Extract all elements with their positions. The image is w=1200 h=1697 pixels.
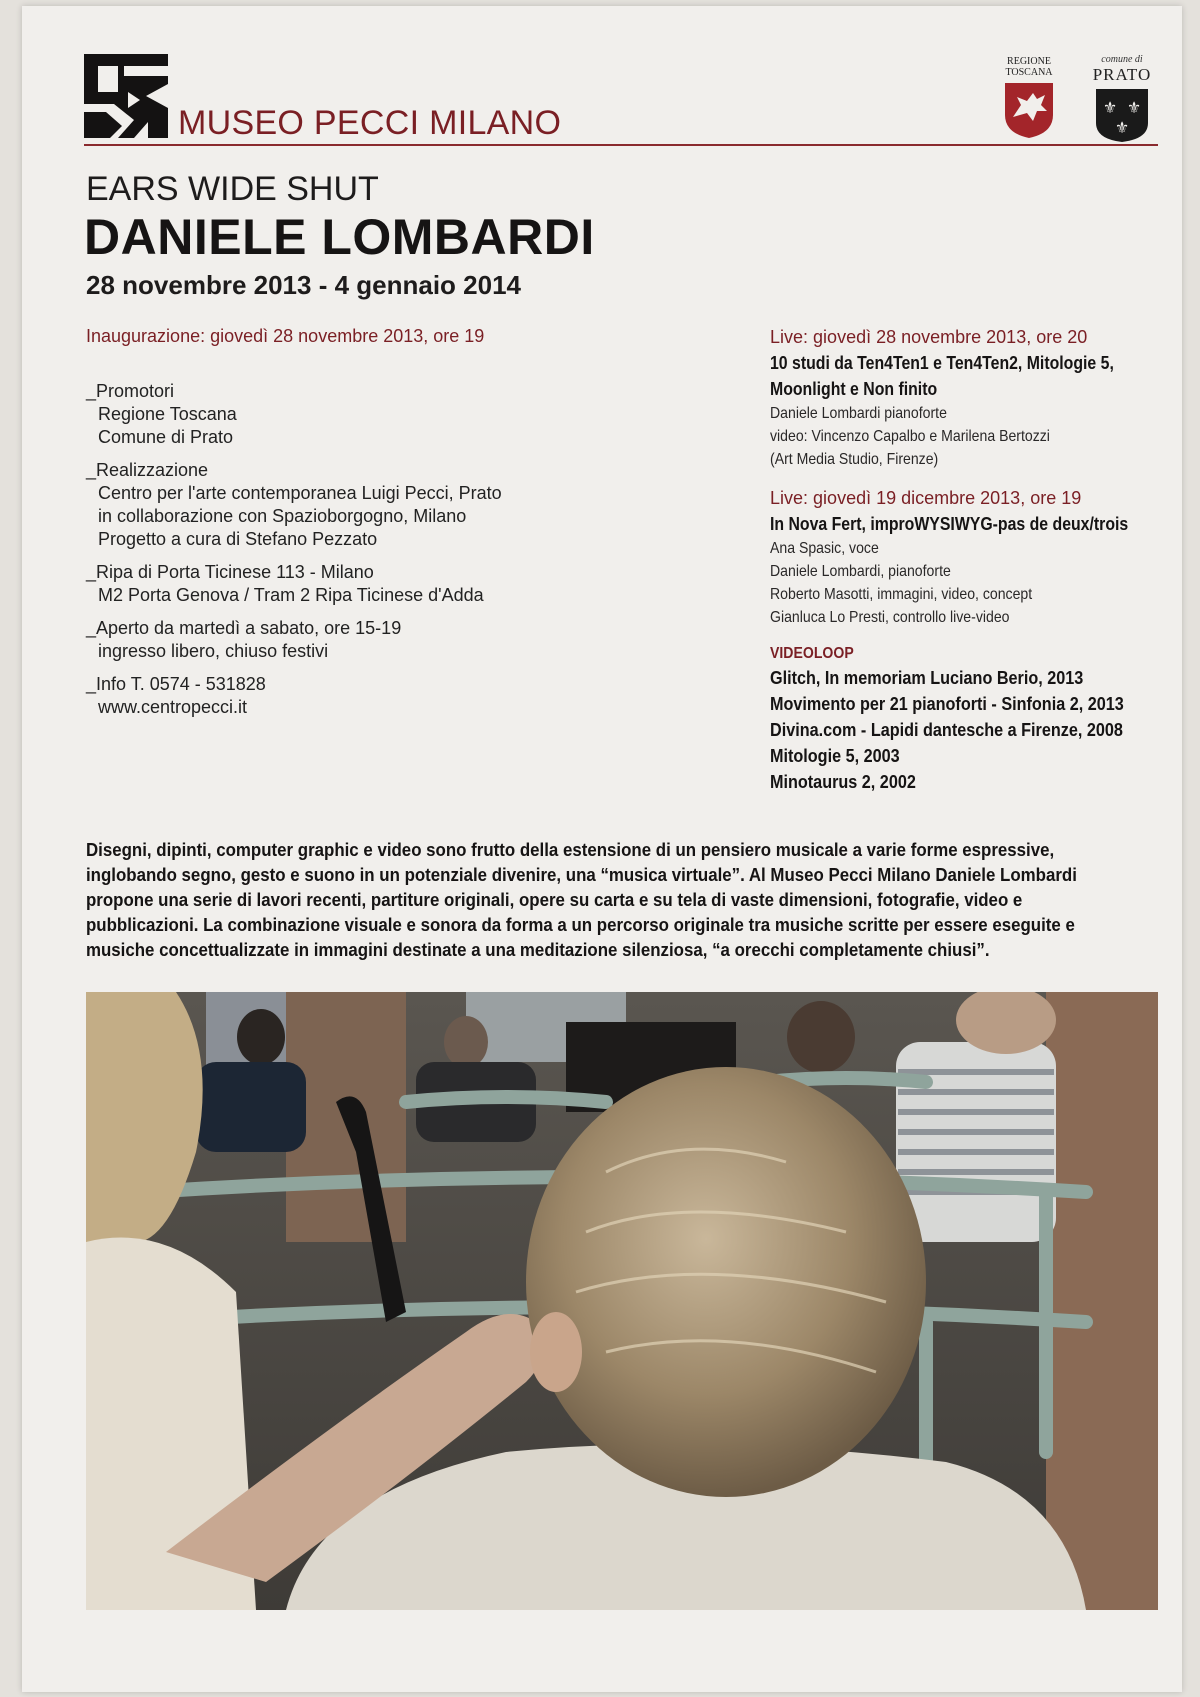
- event-series-title: EARS WIDE SHUT: [86, 170, 379, 208]
- info-block-line: ingresso libero, chiuso festivi: [98, 641, 329, 661]
- videoloop-block: [770, 643, 1170, 795]
- museo-pecci-logo-icon: [84, 54, 168, 138]
- live-event-heading: [770, 485, 1170, 511]
- promoters-block: [86, 380, 646, 449]
- comune-label-big: PRATO: [1092, 65, 1152, 84]
- live-event-credit: Daniele Lombardi pianoforte: [770, 405, 947, 422]
- info-block-line: Regione Toscana: [98, 404, 237, 424]
- opening-label: Inaugurazione:: [86, 326, 206, 346]
- live-label: Live:: [770, 488, 809, 508]
- live-event-2: [770, 485, 1170, 629]
- live-label: Live:: [770, 327, 809, 347]
- live-event-credit: video: Vincenzo Capalbo e Marilena Bertozzi: [770, 428, 1050, 445]
- svg-text:⚜: ⚜: [1114, 118, 1130, 137]
- exhibition-dates: 28 novembre 2013 - 4 gennaio 2014: [86, 270, 521, 300]
- live-event-title: In Nova Fert, improWYSIWYG-pas de deux/trois: [770, 514, 1129, 534]
- info-block-title: _Info T. 0574 - 531828: [86, 674, 266, 694]
- artist-name: DANIELE LOMBARDI: [84, 209, 595, 265]
- live-event-credit: Daniele Lombardi, pianoforte: [770, 563, 951, 580]
- info-block-line: Progetto a cura di Stefano Pezzato: [98, 529, 378, 549]
- museum-name: MUSEO PECCI MILANO: [178, 104, 562, 142]
- program-column: [770, 324, 1170, 809]
- live-when: giovedì 19 dicembre 2013, ore 19: [813, 488, 1082, 508]
- photo-illustration: [86, 992, 1158, 1610]
- website-link[interactable]: www.centropecci.it: [98, 697, 248, 717]
- contact-block: [86, 673, 646, 719]
- info-block-title: _Aperto da martedì a sabato, ore 15-19: [86, 618, 402, 638]
- address-block: [86, 561, 646, 607]
- info-column: [86, 380, 646, 729]
- info-block-title: _Promotori: [86, 381, 175, 401]
- fleur-de-lis-shield-icon: [1094, 87, 1150, 143]
- live-when: giovedì 28 novembre 2013, ore 20: [813, 327, 1088, 347]
- info-block-title: _Realizzazione: [86, 460, 209, 480]
- info-block-line: Centro per l'arte contemporanea Luigi Pecci, Prato: [98, 483, 502, 503]
- live-event-credit: (Art Media Studio, Firenze): [770, 451, 939, 468]
- videoloop-item: Glitch, In memoriam Luciano Berio, 2013: [770, 668, 1084, 688]
- info-block-line: M2 Porta Genova / Tram 2 Ripa Ticinese d'Adda: [98, 585, 484, 605]
- videoloop-item: Divina.com - Lapidi dantesche a Firenze, 2008: [770, 720, 1123, 740]
- live-event-title: Moonlight e Non finito: [770, 379, 938, 399]
- live-event-credit: Roberto Masotti, immagini, video, concept: [770, 586, 1033, 603]
- live-event-credit: Gianluca Lo Presti, controllo live-video: [770, 609, 1010, 626]
- info-block-line: Comune di Prato: [98, 427, 234, 447]
- exhibition-description: Disegni, dipinti, computer graphic e video sono frutto della estensione di un pensiero musicale a varie forme espressive, inglobando segno, gesto e suono in un potenziale divenire, una “musica virtuale”. Al Museo Pecci Milano Daniele Lombardi propone una serie di lavori recenti, partiture originali, opere su carta e su tela di vaste dimensioni, fotografie, video e pubblicazioni. La combinazione visuale e sonora da forma a un percorso originale tra musiche scritte per essere eseguite e musiche concettualizzate in immagini destinate a una meditazione silenziosa, “a orecchi completamente chiusi”.: [86, 840, 1077, 960]
- info-block-title: _Ripa di Porta Ticinese 113 - Milano: [86, 562, 374, 582]
- live-event-heading: [770, 324, 1170, 350]
- svg-text:⚜: ⚜: [1102, 98, 1118, 117]
- videoloop-item: Movimento per 21 pianoforti - Sinfonia 2, 2013: [770, 694, 1124, 714]
- videoloop-item: Minotaurus 2, 2002: [770, 772, 916, 792]
- live-event-credit: Ana Spasic, voce: [770, 540, 879, 557]
- opening-value: giovedì 28 novembre 2013, ore 19: [210, 326, 485, 346]
- opening-hours-block: [86, 617, 646, 663]
- videoloop-heading: VIDEOLOOP: [770, 645, 854, 662]
- pegasus-shield-icon: [1003, 81, 1055, 139]
- opening-info: [86, 326, 484, 347]
- live-event-1: [770, 324, 1170, 471]
- exhibition-photo: [86, 992, 1158, 1610]
- svg-text:⚜: ⚜: [1126, 98, 1142, 117]
- info-block-line: in collaborazione con Spazioborgogno, Milano: [98, 506, 467, 526]
- live-event-title: 10 studi da Ten4Ten1 e Ten4Ten2, Mitologie 5,: [770, 353, 1114, 373]
- comune-label-small: comune di: [1101, 54, 1143, 65]
- regione-label: REGIONE TOSCANA: [1005, 56, 1053, 78]
- production-block: [86, 459, 646, 551]
- header-divider: [84, 144, 1158, 146]
- regione-toscana-crest: [996, 56, 1062, 144]
- videoloop-item: Mitologie 5, 2003: [770, 746, 900, 766]
- comune-prato-crest: [1082, 54, 1162, 148]
